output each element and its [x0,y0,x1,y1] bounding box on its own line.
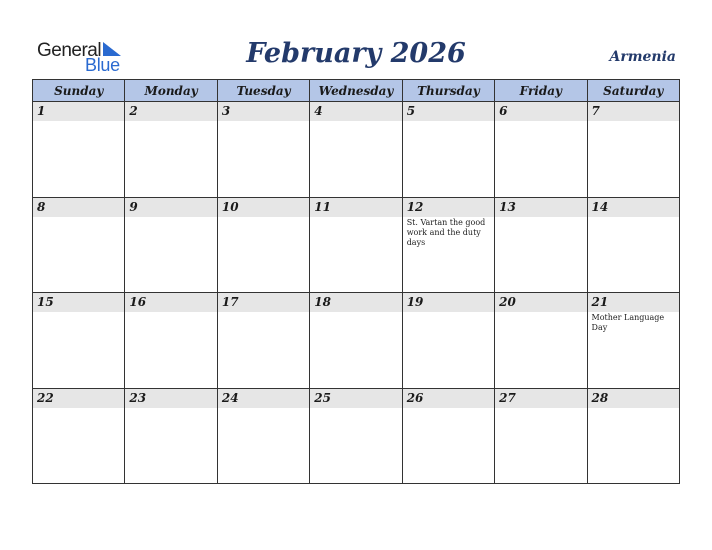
day-cell [310,197,402,293]
day-number: 22 [33,389,124,408]
day-cell [310,102,402,198]
day-event [495,217,586,218]
day-number: 21 [588,293,679,312]
week-row [33,102,680,198]
day-event [403,312,494,313]
day-number: 17 [218,293,309,312]
day-event [125,408,216,409]
day-cell [402,197,494,293]
day-event [588,408,679,409]
day-event [495,408,586,409]
day-number: 18 [310,293,401,312]
day-cell [495,293,587,389]
day-number: 25 [310,389,401,408]
day-event [33,312,124,313]
day-event [403,121,494,122]
day-number: 15 [33,293,124,312]
day-event [588,121,679,122]
day-event [310,121,401,122]
day-number: 8 [33,198,124,217]
day-number: 28 [588,389,679,408]
day-number: 24 [218,389,309,408]
weekday-header: Friday [495,80,587,102]
day-cell [587,102,679,198]
week-row [33,197,680,293]
day-event [125,121,216,122]
weekday-header: Thursday [402,80,494,102]
day-cell [125,102,217,198]
day-event [218,312,309,313]
day-cell [125,388,217,484]
day-cell [587,293,679,389]
day-cell [217,197,309,293]
day-number: 3 [218,102,309,121]
day-cell [310,293,402,389]
weekday-header: Tuesday [217,80,309,102]
day-cell [402,388,494,484]
day-event: Mother Language Day [591,313,665,332]
day-cell [402,293,494,389]
day-number: 13 [495,198,586,217]
day-number: 10 [218,198,309,217]
weekday-header: Sunday [33,80,125,102]
day-event [310,312,401,313]
day-number: 27 [495,389,586,408]
day-event [125,217,216,218]
day-event [218,408,309,409]
day-number: 14 [588,198,679,217]
day-number: 1 [33,102,124,121]
day-number: 5 [403,102,494,121]
day-cell [33,388,125,484]
day-number: 12 [403,198,494,217]
day-cell [402,102,494,198]
day-number: 16 [125,293,216,312]
day-number: 7 [588,102,679,121]
day-event [218,121,309,122]
weekday-header-row [33,80,680,102]
day-cell [495,197,587,293]
day-event [33,408,124,409]
weekday-header: Wednesday [310,80,402,102]
day-cell [33,102,125,198]
day-cell [33,197,125,293]
weekday-header: Monday [125,80,217,102]
weekday-header: Saturday [587,80,679,102]
week-row [33,388,680,484]
calendar-title: February 2026 [246,38,466,69]
day-cell [125,197,217,293]
day-cell [217,102,309,198]
day-event [588,217,679,218]
day-event [495,121,586,122]
day-event [33,217,124,218]
day-event [33,121,124,122]
logo-text-general: General [37,40,102,61]
day-cell [495,388,587,484]
day-event [218,217,309,218]
day-event [310,217,401,218]
day-event [495,312,586,313]
day-cell [125,293,217,389]
day-cell [587,197,679,293]
day-event [125,312,216,313]
day-event [403,408,494,409]
calendar-grid [32,79,680,484]
day-cell [587,388,679,484]
day-number: 2 [125,102,216,121]
day-number: 11 [310,198,401,217]
day-number: 6 [495,102,586,121]
day-cell [217,388,309,484]
day-cell [310,388,402,484]
day-cell [495,102,587,198]
day-cell [33,293,125,389]
day-number: 19 [403,293,494,312]
day-cell [217,293,309,389]
day-number: 26 [403,389,494,408]
week-row [33,293,680,389]
day-event: St. Vartan the good work and the duty days [406,217,486,247]
day-number: 9 [125,198,216,217]
day-number: 23 [125,389,216,408]
logo-text-blue: Blue [85,55,120,75]
day-number: 20 [495,293,586,312]
day-event [310,408,401,409]
country-label: Armenia [609,49,676,65]
day-number: 4 [310,102,401,121]
